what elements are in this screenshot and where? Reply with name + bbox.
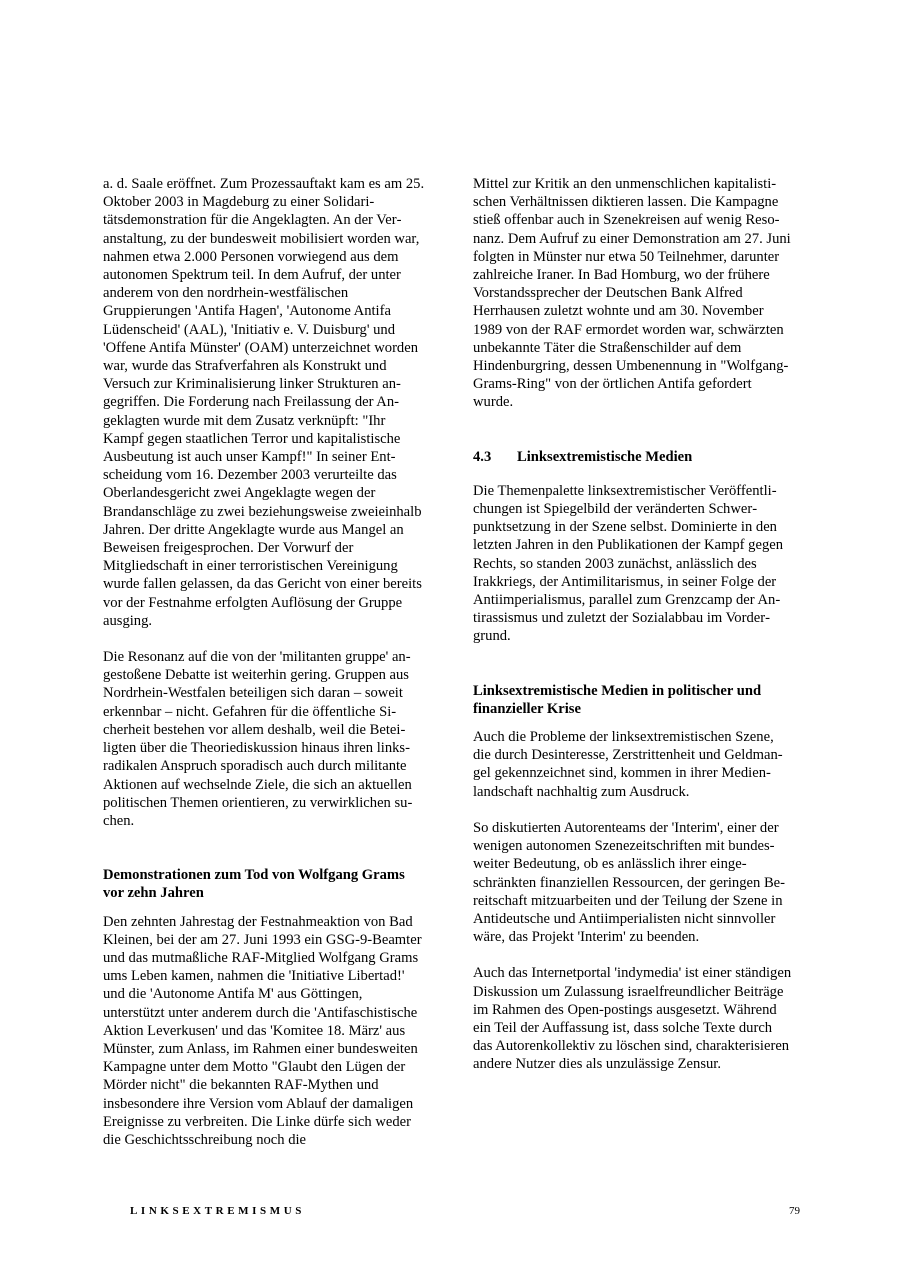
section-title: Linksextremistische Medien [517,448,693,465]
body-paragraph: Die Resonanz auf die von der 'militanten gruppe' angestoßene Debatte ist weiterhin gering. Gruppen aus Nordrhein-Westfalen beteiligen sich daran – soweit erkennbar – nicht. Gefahren für die öffentliche Sicherheit bestehen vor allem deshalb, weil die Beteiligten über die Theoriediskussion hinaus ihren linksradikalen Anspruch sporadisch auch durch militante Aktionen auf wechselnde Ziele, die sich an aktuellen politischen Themen orientieren, zu verwirklichen suchen. [103,649,413,829]
left-column [103,175,425,1149]
body-paragraph: Auch die Probleme der linksextremistischen Szene, die durch Desinteresse, Zerstrittenheit und Geldmangel gekennzeichnet sind, kommen in ihrer Medienlandschaft nachhaltig zum Ausdruck. [473,729,783,800]
running-title: LINKSEXTREMISMUS [130,1205,305,1217]
subheading: Linksextremistische Medien in politischer und finanzieller Krise [473,682,762,717]
body-paragraph: Die Themenpalette linksextremistischer Veröffentlichungen ist Spiegelbild der veränderten Schwerpunktsetzung in der Szene selbst. Dominierte in den letzten Jahren in den Publikationen der Kampf gegen Rechts, so standen 2003 zunächst, anlässlich des Irakkriegs, der Antimilitarismus, in seiner Folge der Antiimperialismus, parallel zum Grenzcamp der Antirassismus und zuletzt der Sozialabbau im Vordergrund. [473,482,784,645]
page-number: 79 [789,1205,800,1217]
body-paragraph: Den zehnten Jahrestag der Festnahmeaktion von Bad Kleinen, bei der am 27. Juni 1993 ein GSG-9-Beamter und das mutmaßliche RAF-Mitglied Wolfgang Grams ums Leben kamen, nahmen die 'Initiative Libertad!' und die 'Autonome Antifa M' aus Göttingen, unterstützt unter anderem durch die 'Antifaschistische Aktion Leverkusen' und das 'Komitee 18. März' aus Münster, zum Anlass, im Rahmen einer bundesweiten Kampagne unter dem Motto "Glaubt den Lügen der Mörder nicht" die bekannten RAF-Mythen und insbesondere ihre Version vom Ablauf der damaligen Ereignisse zu verbreiten. Die Linke dürfe sich weder die Geschichtsschreibung noch die [103,913,422,1148]
body-paragraph: Auch das Internetportal 'indymedia' ist einer ständigen Diskussion um Zulassung israelfreundlicher Beiträge im Rahmen des Open-postings ausgesetzt. Während ein Teil der Auffassung ist, dass solche Texte durch das Autorenkollektiv zu löschen sind, charakterisieren andere Nutzer dies als unzulässige Zensur. [473,965,792,1073]
subheading: Demonstrationen zum Tod von Wolfgang Grams vor zehn Jahren [103,867,405,902]
section-heading [473,448,795,466]
body-paragraph: a. d. Saale eröffnet. Zum Prozessauftakt kam es am 25. Oktober 2003 in Magdeburg zu einer Solidaritätsdemonstration für die Angeklagten. An der Veranstaltung, zu der bundesweit mobilisiert worden war, nahmen etwa 2.000 Personen vorwiegend aus dem autonomen Spektrum teil. In dem Aufruf, der unter anderem von den nordrhein-westfälischen Gruppierungen 'Antifa Hagen', 'Autonome Antifa Lüdenscheid' (AAL), 'Initiativ e. V. Duisburg' und 'Offene Antifa Münster' (OAM) unterzeichnet worden war, wurde das Strafverfahren als Konstrukt und Versuch zur Kriminalisierung linker Strukturen angegriffen. Die Forderung nach Freilassung der Angeklagten wurde mit dem Zusatz verknüpft: "Ihr Kampf gegen staatlichen Terror und kapitalistische Ausbeutung ist auch unser Kampf!" In seiner Entscheidung vom 16. Dezember 2003 verurteilte das Oberlandesgericht zwei Angeklagte wegen der Brandanschläge zu zwei beziehungsweise zweieinhalb Jahren. Der dritte Angeklagte wurde aus Mangel an Beweisen freigesprochen. Der Vorwurf der Mitgliedschaft in einer terroristischen Vereinigung wurde fallen gelassen, da das Gericht von einer bereits vor der Festnahme erfolgten Auflösung der Gruppe ausging. [103,176,425,629]
body-paragraph: So diskutierten Autorenteams der 'Interim', einer der wenigen autonomen Szenezeitschriften mit bundesweiter Bedeutung, ob es anlässlich ihrer eingeschränkten finanziellen Ressourcen, der geringen Bereitschaft mitzuarbeiten und der Teilung der Szene in Antideutsche und Antiimperialisten nicht sinnvoller wäre, das Projekt 'Interim' zu beenden. [473,819,786,946]
right-column [473,175,795,1074]
body-paragraph: Mittel zur Kritik an den unmenschlichen kapitalistischen Verhältnissen diktieren lassen. Die Kampagne stieß offenbar auch in Szenekreisen auf wenig Resonanz. Dem Aufruf zu einer Demonstration am 27. Juni folgten in Münster nur etwa 50 Teilnehmer, darunter zahlreiche Iraner. In Bad Homburg, wo der frühere Vorstandssprecher der Deutschen Bank Alfred Herrhausen zuletzt wohnte und am 30. November 1989 von der RAF ermordet worden war, schwärzten unbekannte Täter die Straßenschilder auf dem Hindenburgring, dessen Umbenennung in "Wolfgang-Grams-Ring" von der örtlichen Antifa gefordert wurde. [473,176,791,411]
section-number: 4.3 [473,448,492,465]
